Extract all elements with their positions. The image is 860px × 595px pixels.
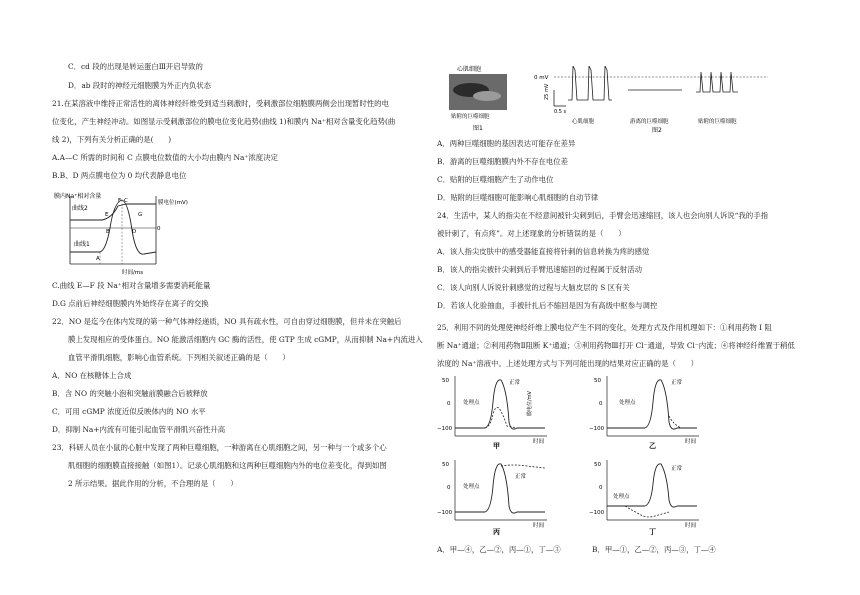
q23-fig2-caption: 图2 <box>652 127 662 134</box>
q23-option-c: C．贴附的巨噬细胞产生了动作电位 <box>437 175 554 184</box>
q24-option-d: D．若该人化验抽血，手被针扎后不缩回是因为有高级中枢参与调控 <box>437 301 658 310</box>
q25-jia-y50: 50 <box>442 378 449 384</box>
q23-figure2-potential-traces <box>532 60 772 134</box>
q21-ylabel-left: 膜内Na⁺相对含量 <box>54 193 102 200</box>
q25-ylabel: 膜电位/mV <box>527 391 533 416</box>
svg-text:正常: 正常 <box>515 474 527 480</box>
q23-fig1-label-attached: 贴附的巨噬细胞 <box>451 114 490 120</box>
q20-option-d: D．ab 段时的神经元细胞膜为外正内负状态 <box>68 81 212 90</box>
q25-potential-graphs <box>437 372 737 540</box>
q21-option-b: B.B、D 两点膜电位为 0 均代表静息电位 <box>52 171 187 180</box>
q21-stem-line2: 位变化，产生神经冲动。如图显示受刺激部位的膜电位变化趋势(曲线 1)和膜内 Na⁺相对含量变化趋势(曲 <box>52 117 396 126</box>
q23-fig2-scale-v: 25 mV <box>544 83 550 100</box>
q25-jia-xlabel: 时间 <box>533 439 545 445</box>
svg-text:−100: −100 <box>589 426 605 432</box>
q23-stem-line2: 肌细胞的细胞膜直接接触（如图1）。记录心肌细胞和这两种巨噬细胞内外的电位差变化，得到如图 <box>68 461 387 470</box>
q23-fig2-label-cardiac: 心肌细胞 <box>572 119 595 125</box>
q24-option-b: B．该人的指尖被针尖刺到后手臂迅速缩回的过程属于反射活动 <box>437 265 642 274</box>
q22-option-b: B．含 NO 的突触小泡和突触前膜融合后被释放 <box>52 389 208 398</box>
q25-option-a: A．甲—④，乙—②，丙—①，丁—③ <box>437 545 561 554</box>
q22-option-a: A．NO 在核糖体上合成 <box>52 371 132 380</box>
q21-point-e: E <box>105 212 109 218</box>
svg-text:时间: 时间 <box>685 439 697 445</box>
q21-point-b: B <box>106 229 110 235</box>
q23-fig1-label-cardiac: 心肌细胞 <box>457 66 482 73</box>
q21-point-a: A <box>96 256 100 262</box>
svg-text:正常: 正常 <box>671 380 683 386</box>
q23-fig2-label-attached: 贴附的巨噬细胞 <box>698 119 737 125</box>
svg-text:−100: −100 <box>437 510 453 516</box>
svg-text:处理点: 处理点 <box>619 400 636 406</box>
q21-point-g: G <box>138 212 143 218</box>
q23-fig1-caption: 图1 <box>473 125 483 132</box>
q22-stem-line3: 血管平滑肌细胞，影响心血管系统。下列相关叙述正确的是（ ） <box>68 353 290 362</box>
q21-ylabel-right: 膜电位(mV) <box>158 200 188 206</box>
svg-text:时间: 时间 <box>533 523 545 529</box>
svg-text:处理点: 处理点 <box>613 494 630 500</box>
q21-zero-label: 0 <box>157 226 161 232</box>
q21-point-c: C <box>124 198 128 204</box>
q21-stem-line1: 21.在某溶液中维持正常活性的离体神经纤维受到适当刺激时，受刺激部位细胞膜两侧会出现暂时性的电 <box>52 99 389 108</box>
q25-graph-ding <box>589 460 699 536</box>
q24-option-c: C．该人向别人诉说针刺感觉的过程与大脑皮层的 S 区有关 <box>437 283 630 292</box>
q22-option-d: D．抑制 Na+内流有可能引起血管平滑肌兴奋性升高 <box>52 425 226 434</box>
q20-option-c: C．cd 段的出现是转运蛋白Ⅲ开启导致的 <box>68 62 203 71</box>
q24-stem-line2: 被针刺了，有点疼”。对上述现象的分析错误的是（ ） <box>437 229 626 238</box>
q23-option-a: A．两种巨噬细胞的基因表达可能存在差异 <box>437 139 576 148</box>
q23-trace-attached-macrophage <box>696 72 738 92</box>
svg-text:0: 0 <box>599 401 603 407</box>
q21-xlabel: 时间/ms <box>122 270 144 276</box>
q23-stem-line1: 23．科研人员在小鼠的心脏中发现了两种巨噬细胞，一种游离在心肌细胞之间，另一种与一个或多个心 <box>52 443 387 452</box>
q22-option-c: C．可用 cGMP 浓度近似反映体内的 NO 水平 <box>52 407 206 416</box>
q25-yi-name: 乙 <box>649 442 656 450</box>
svg-text:时间: 时间 <box>685 523 697 529</box>
q21-option-c: C.曲线 E—F 段 Na⁺相对含量增多需要消耗能量 <box>52 281 211 290</box>
q23-fig2-scale-t: 0.5 s <box>554 109 567 115</box>
q22-stem-line2: 膜上发现相应的受体蛋白。NO 能激活细胞内 GC 酶的活性，使 GTP 生成 cGMP，从而抑制 Na+内流进入 <box>68 335 423 344</box>
q25-stem-line2: 断 Na⁺通道；②利用药物Ⅱ阻断 K⁺通道；③利用药物Ⅲ打开 Cl⁻通道，导致 Cl⁻内流；④将神经纤维置于稍低 <box>437 341 795 350</box>
q23-option-b: B．游离的巨噬细胞膜内外不存在电位差 <box>437 157 569 166</box>
q25-jia-yneg100: −100 <box>437 426 453 432</box>
q25-jia-normal: 正常 <box>509 380 521 386</box>
q23-fig2-zero-mv: 0 mV <box>534 75 549 81</box>
svg-text:50: 50 <box>594 378 601 384</box>
q21-membrane-potential-figure <box>52 190 188 280</box>
q25-jia-treat: 处理点 <box>463 400 480 406</box>
q23-trace-cardiac <box>568 66 612 100</box>
q22-stem-line1: 22．NO 是迄今在体内发现的第一种气体神经递质，NO 具有疏水性，可自由穿过细胞膜，但并未在突触后 <box>52 317 402 326</box>
svg-text:0: 0 <box>599 485 603 491</box>
q21-point-d: D <box>132 229 137 235</box>
q21-stem-line3: 线 2)，下列有关分析正确的是( ) <box>52 135 172 144</box>
q25-graph-yi <box>589 376 699 450</box>
q25-option-b: B．甲—①，乙—②，丙—③，丁—④ <box>592 545 716 554</box>
q25-stem-line1: 25．利用不同的处理使神经纤维上膜电位产生不同的变化，处理方式及作用机理如下：①利用药物 I 阻 <box>437 323 772 332</box>
q23-stem-line3: 2 所示结果。据此作用的分析，不合理的是（ ） <box>68 479 238 488</box>
svg-text:处理点: 处理点 <box>463 484 480 490</box>
q23-fig2-label-free: 游离的巨噬细胞 <box>630 119 669 125</box>
q25-graph-bing <box>437 460 547 536</box>
svg-text:50: 50 <box>594 462 601 468</box>
q24-stem-line1: 24．生活中，某人的指尖在不经意间被针尖刺到后，手臂会迅速缩回，该人也会向别人诉说“我的手指 <box>437 211 768 220</box>
svg-text:正常: 正常 <box>671 466 683 472</box>
svg-text:50: 50 <box>442 462 449 468</box>
q21-point-f: F <box>118 198 122 204</box>
svg-text:0: 0 <box>447 485 451 491</box>
q25-bing-name: 丙 <box>493 528 500 536</box>
q21-curve2-label: 曲线2 <box>72 205 88 212</box>
q24-option-a: A．该人指尖皮肤中的感受器能直接将针刺的信息转换为疼的感觉 <box>437 247 650 256</box>
q25-ding-name: 丁 <box>649 528 656 536</box>
q21-curve1-label: 曲线1 <box>74 241 90 248</box>
q21-option-a: A.A—C 所需的时间和 C 点膜电位数值的大小均由膜内 Na⁺浓度决定 <box>52 153 278 162</box>
q25-jia-y0: 0 <box>447 401 451 407</box>
svg-text:−100: −100 <box>589 510 605 516</box>
q21-option-d: D.G 点前后神经细胞膜内外始终存在离子的交换 <box>52 299 209 308</box>
q25-stem-line3: 浓度的 Na⁺溶液中。上述处理方式与下列可能出现的结果对应正确的是（ ） <box>437 359 699 368</box>
q25-jia-name: 甲 <box>493 442 500 450</box>
q23-option-d: D．贴附的巨噬细胞可能影响心肌细胞的自动节律 <box>437 193 599 202</box>
